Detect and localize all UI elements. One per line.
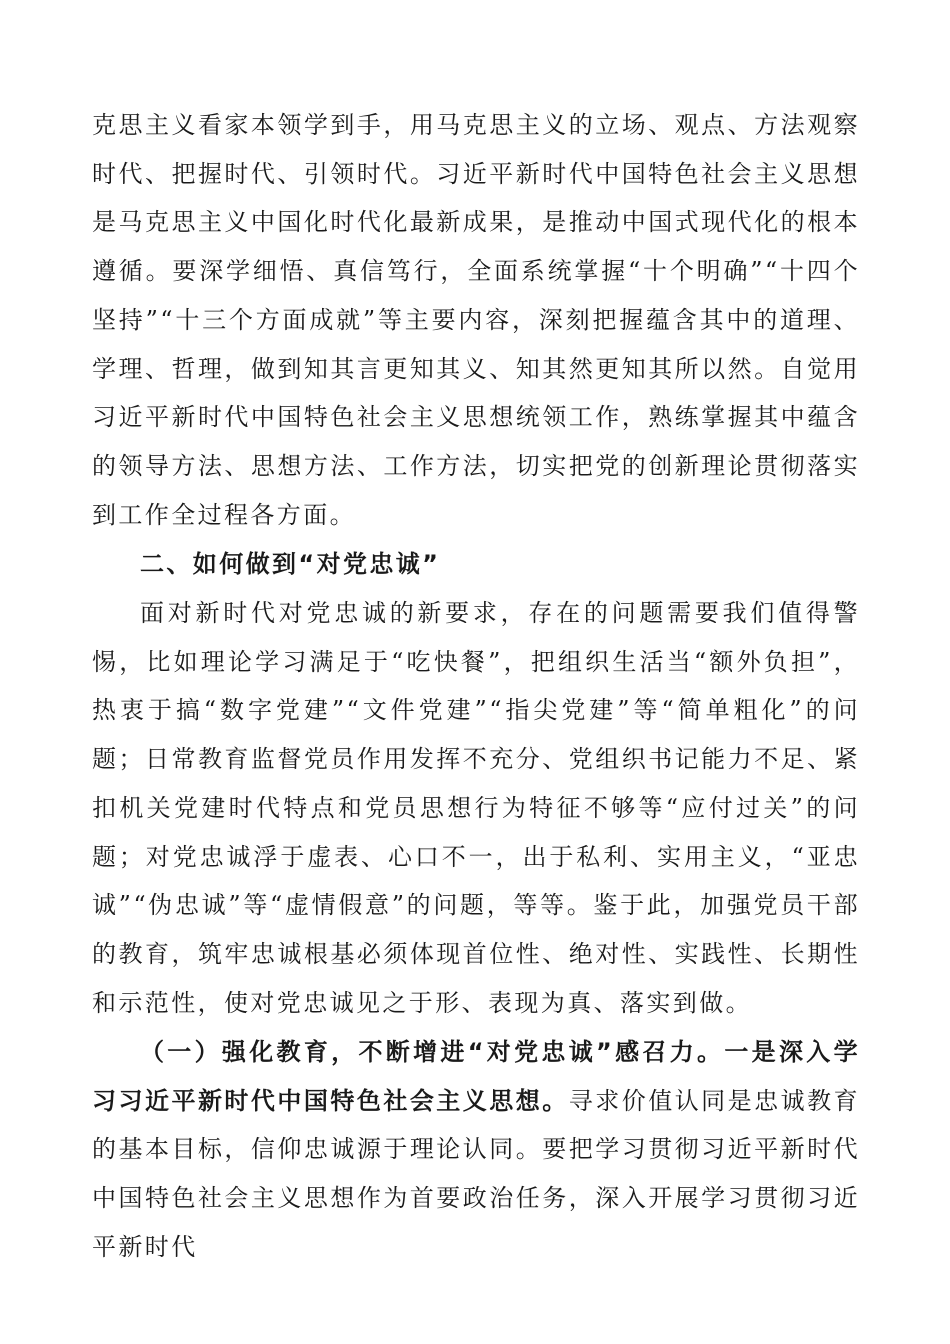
body-paragraph-problems: 面对新时代对党忠诚的新要求，存在的问题需要我们值得警惕，比如理论学习满足于“吃快餐”，把组织生活当“额外负担”，热衷于搞“数字党建”“文件党建”“指尖党建”等“简单粗化”的问题；日常教育监督党员作用发挥不充分、党组织书记能力不足、紧扣机关党建时代特点和党员思想行为特征不够等“应付过关”的问题；对党忠诚浮于虚表、心口不一，出于私利、实用主义，“亚忠诚”“伪忠诚”等“虚情假意”的问题，等等。鉴于此，加强党员干部的教育，筑牢忠诚根基必须体现首位性、绝对性、实践性、长期性和示范性，使对党忠诚见之于形、表现为真、落实到做。 xyxy=(92,599,860,1017)
section-heading: 二、如何做到“对党忠诚” xyxy=(140,550,441,578)
subsection-paragraph xyxy=(92,1028,860,1272)
subsection-body-text: 寻求价值认同是忠诚教育的基本目标，信仰忠诚源于理论认同。要把学习贯彻习近平新时代中国特色社会主义思想作为首要政治任务，深入开展学习贯彻习近平新时代 xyxy=(92,1086,861,1261)
subsection-bold-lead: （一）强化教育，不断增进“对党忠诚”感召力。一是深入学习习近平新时代中国特色社会主义思想。 xyxy=(92,1038,860,1115)
body-paragraph-continued: 克思主义看家本领学到手，用马克思主义的立场、观点、方法观察时代、把握时代、引领时代。习近平新时代中国特色社会主义思想是马克思主义中国化时代化最新成果，是推动中国式现代化的根本遵循。要深学细悟、真信笃行，全面系统掌握“十个明确”“十四个坚持”“十三个方面成就”等主要内容，深刻把握蕴含其中的道理、学理、哲理，做到知其言更知其义、知其然更知其所以然。自觉用习近平新时代中国特色社会主义思想统领工作，熟练掌握其中蕴含的领导方法、思想方法、工作方法，切实把党的创新理论贯彻落实到工作全过程各方面。 xyxy=(92,111,860,529)
